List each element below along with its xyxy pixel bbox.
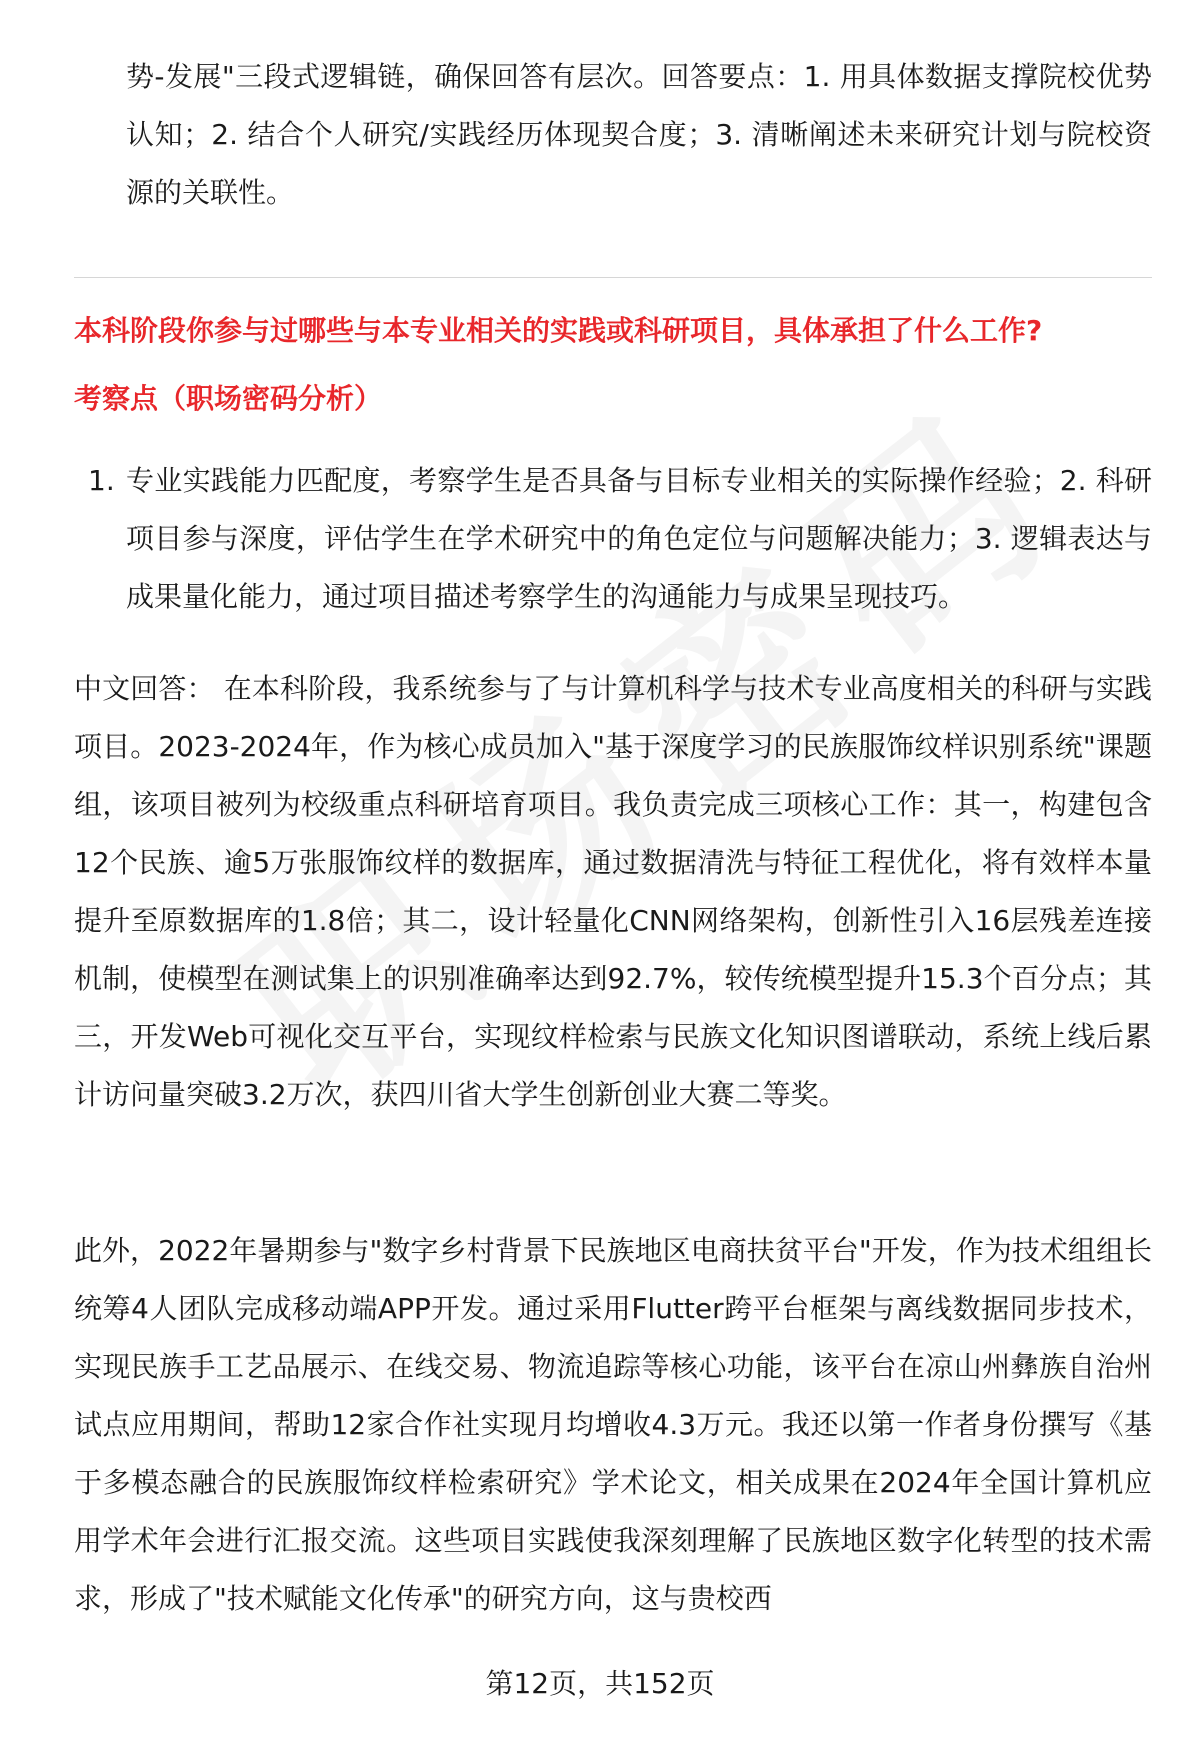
answer-paragraph-1: 中文回答： 在本科阶段，我系统参与了与计算机科学与技术专业高度相关的科研与实践项目。2023-2024年，作为核心成员加入"基于深度学习的民族服饰纹样识别系统"课题组，该项目被列为校级重点科研培育项目。我负责完成三项核心工作：其一，构建包含12个民族、逾5万张服饰纹样的数据库，通过数据清洗与特征工程优化，将有效样本量提升至原数据库的1.8倍；其二，设计轻量化CNN网络架构，创新性引入16层残差连接机制，使模型在测试集上的识别准确率达到92.7%，较传统模型提升15.3个百分点；其三，开发Web可视化交互平台，实现纹样检索与民族文化知识图谱联动，系统上线后累计访问量突破3.2万次，获四川省大学生创新创业大赛二等奖。 xyxy=(74,672,1152,1111)
answer-paragraph-2: 此外，2022年暑期参与"数字乡村背景下民族地区电商扶贫平台"开发，作为技术组组长统筹4人团队完成移动端APP开发。通过采用Flutter跨平台框架与离线数据同步技术，实现民族手工艺品展示、在线交易、物流追踪等核心功能，该平台在凉山州彝族自治州试点应用期间，帮助12家合作社实现月均增收4.3万元。我还以第一作者身份撰写《基于多模态融合的民族服饰纹样检索研究》学术论文，相关成果在2024年全国计算机应用学术年会进行汇报交流。这些项目实践使我深刻理解了民族地区数字化转型的技术需求，形成了"技术赋能文化传承"的研究方向，这与贵校西 xyxy=(74,1234,1152,1615)
list-item-number: 1. xyxy=(88,464,115,497)
assessment-subheading: 考察点（职场密码分析） xyxy=(74,382,383,415)
section-divider xyxy=(74,277,1152,278)
page-number-footer: 第12页，共152页 xyxy=(485,1667,715,1700)
continuation-paragraph: 势-发展"三段式逻辑链，确保回答有层次。回答要点：1. 用具体数据支撑院校优势认知；2. 结合个人研究/实践经历体现契合度；3. 清晰阐述未来研究计划与院校资源的关联性。 xyxy=(126,60,1152,209)
key-points-text: 专业实践能力匹配度，考察学生是否具备与目标专业相关的实际操作经验；2. 科研项目参与深度，评估学生在学术研究中的角色定位与问题解决能力；3. 逻辑表达与成果量化能力，通过项目描述考察学生的沟通能力与成果呈现技巧。 xyxy=(126,464,1152,613)
question-title: 本科阶段你参与过哪些与本专业相关的实践或科研项目，具体承担了什么工作? xyxy=(74,314,1043,347)
